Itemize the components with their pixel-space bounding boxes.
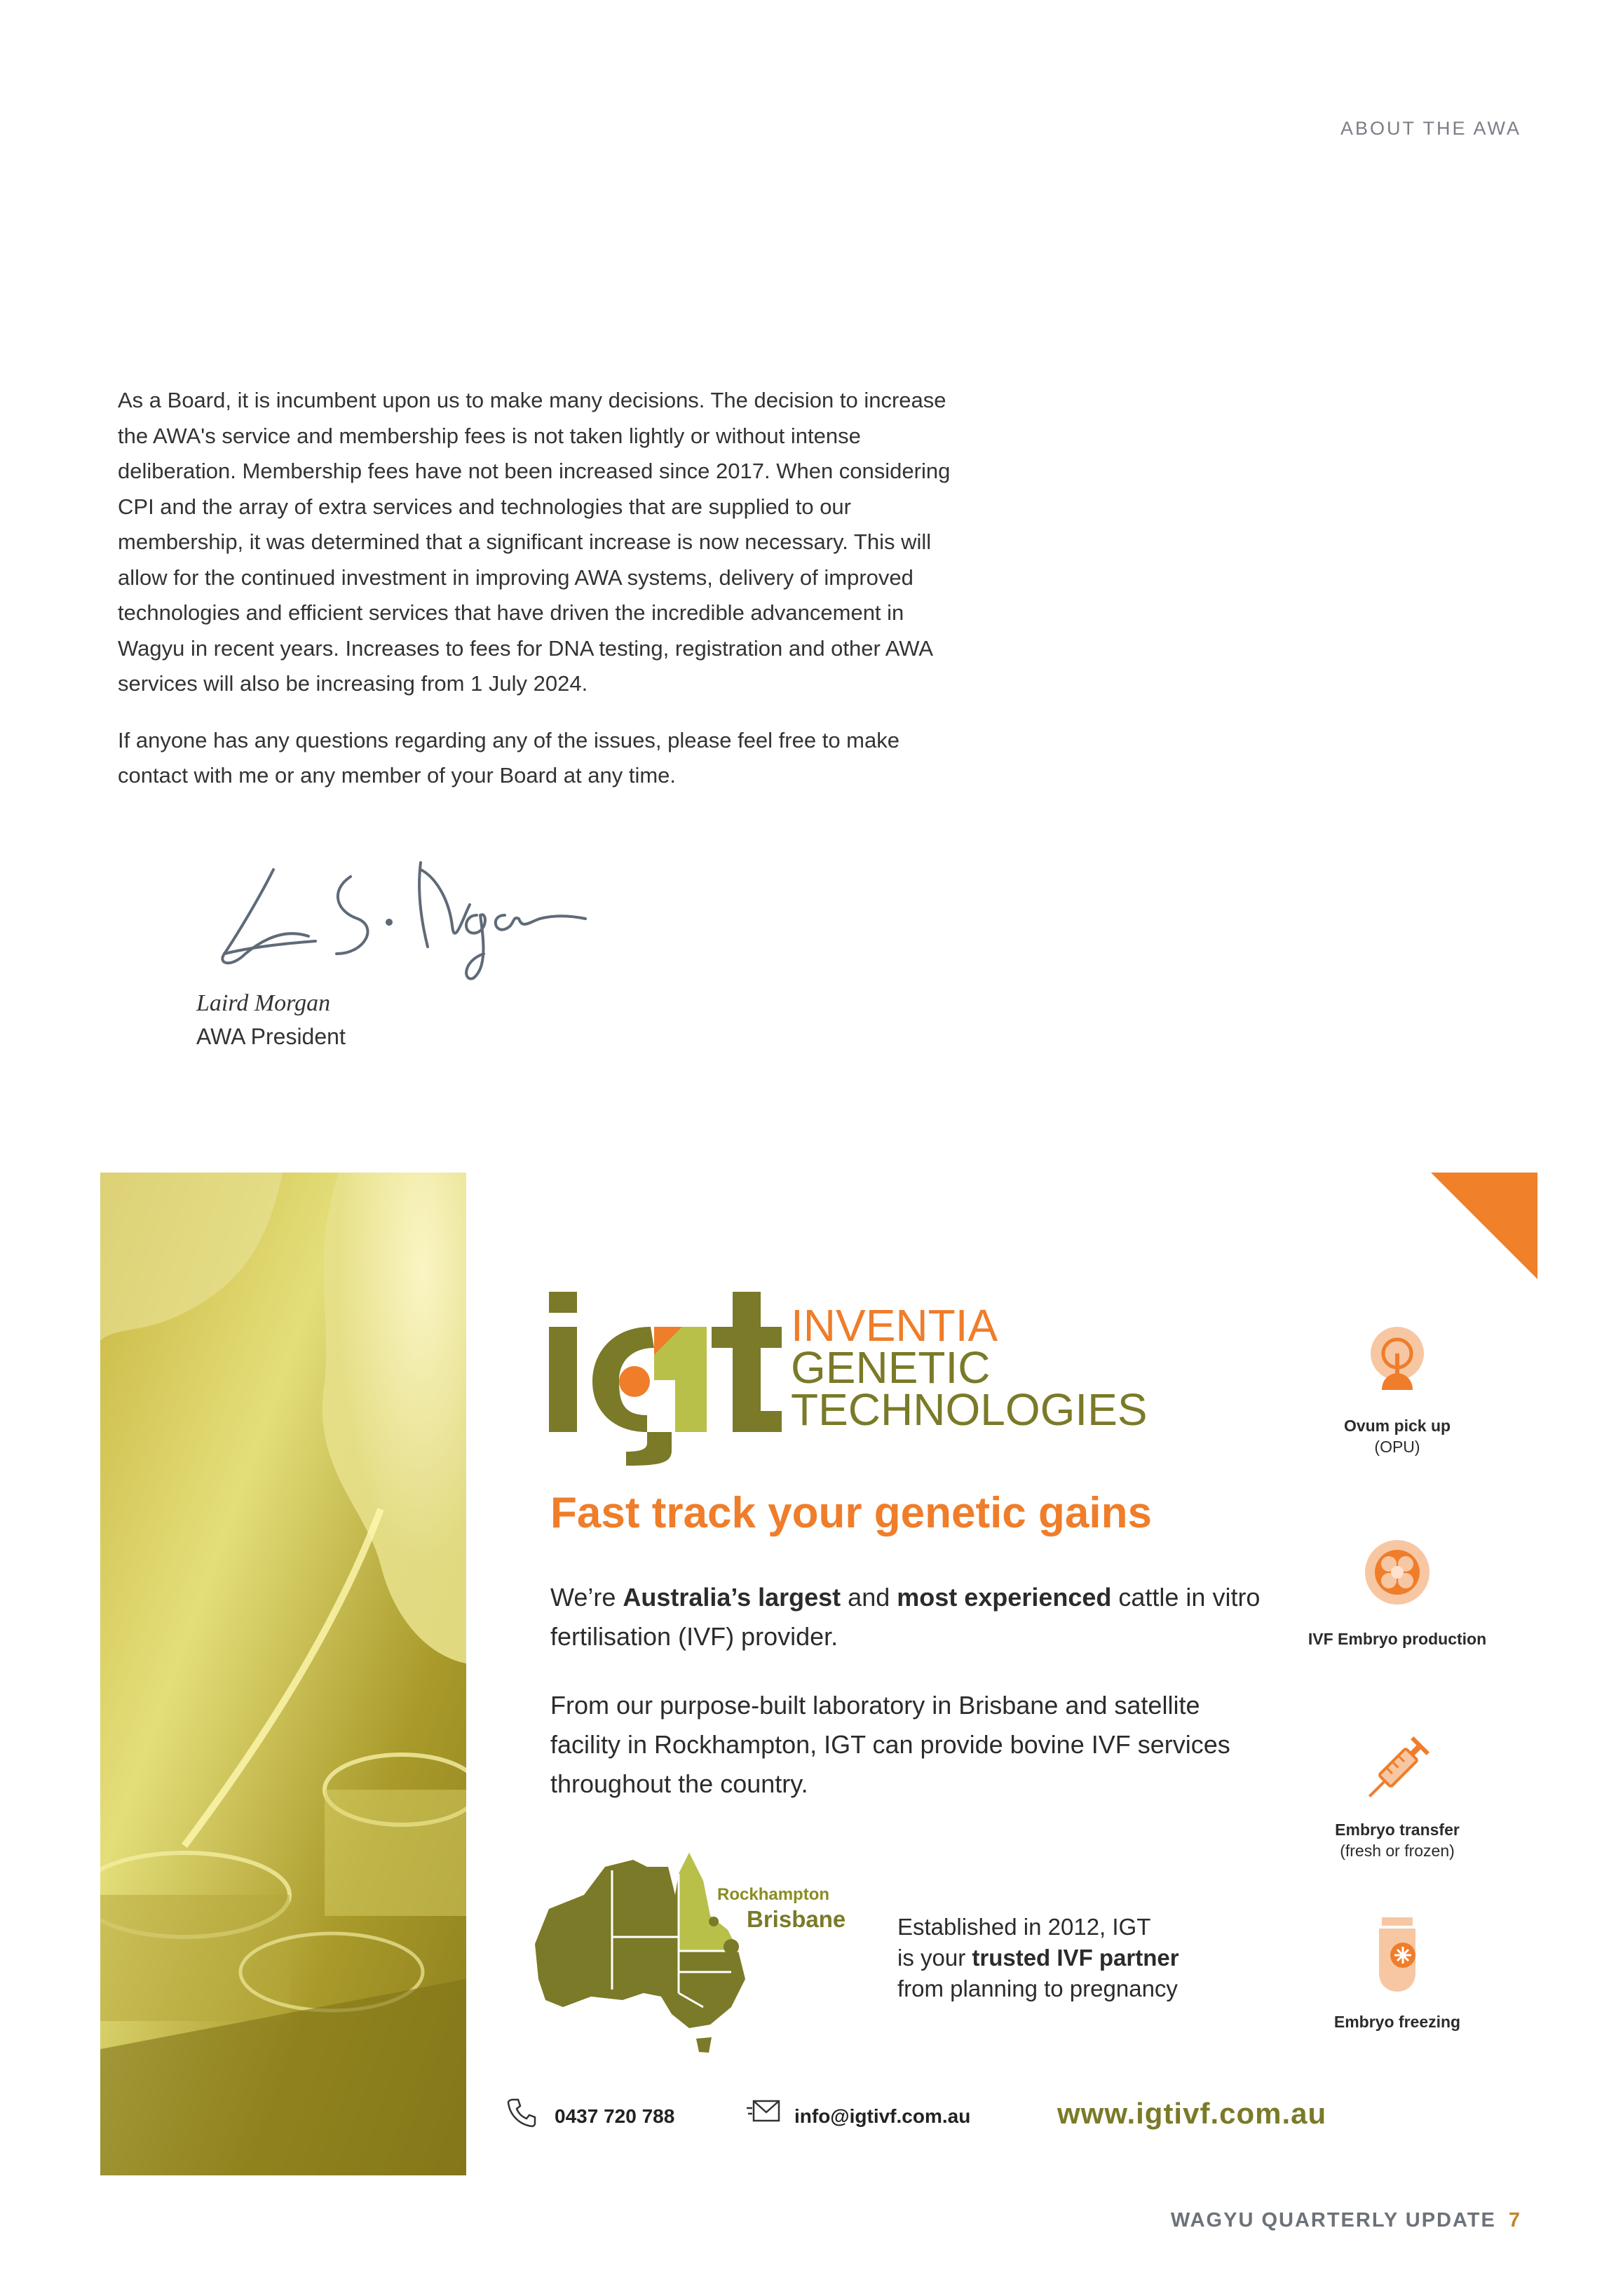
publication-name: WAGYU QUARTERLY UPDATE [1170, 2209, 1496, 2231]
website-link[interactable]: www.igtivf.com.au [1057, 2097, 1327, 2130]
service-embryo-freezing: Embryo freezing [1333, 2013, 1461, 2031]
signature-image [210, 849, 589, 996]
map-label-brisbane: Brisbane [747, 1906, 846, 1932]
ad-headline: Fast track your genetic gains [550, 1489, 1152, 1537]
australia-map-icon [528, 1839, 780, 2056]
ovum-pickup-icon [1362, 1323, 1432, 1396]
orange-corner-triangle [1431, 1173, 1537, 1279]
map-label-rockhampton: Rockhampton [717, 1885, 830, 1904]
signatory-title: AWA President [196, 1024, 346, 1049]
igt-logo [549, 1283, 1236, 1466]
service-ivf-embryo-production: IVF Embryo production [1308, 1630, 1487, 1648]
service-ovum-pickup: Ovum pick up (OPU) [1343, 1417, 1451, 1456]
section-label: ABOUT THE AWA [1340, 118, 1521, 139]
signatory-name: Laird Morgan [196, 990, 331, 1016]
service-embryo-transfer: Embryo transfer (fresh or frozen) [1335, 1821, 1460, 1860]
email-icon [747, 2100, 780, 2123]
logo-word: GENETIC [791, 1342, 991, 1393]
embryo-freezing-icon [1369, 1917, 1425, 1993]
ad-facility-text: From our purpose-built laboratory in Brisbane and satellite facility in Rockhampton, IGT can provide bovine IVF services throughout the country. [550, 1691, 1230, 1798]
igt-advertisement [100, 1173, 1537, 2175]
phone-number[interactable]: 0437 720 788 [555, 2105, 675, 2127]
article-paragraph: If anyone has any questions regarding any of the issues, please feel free to make contact with me or any member of your Board at any time. [118, 727, 899, 788]
lab-photo-image [100, 1173, 466, 2175]
phone-icon [507, 2097, 538, 2128]
article-paragraph: As a Board, it is incumbent upon us to make many decisions. The decision to increase the AWA's service and membership fees is not taken lightly or without intense deliberation. Membership fees have not been increased since 2017. When considering CPI and the array of extra services and technologies that are supplied to our membership, it was determined that a significant increase is now necessary. This will allow for the continued investment in improving AWA systems, delivery of improved technologies and efficient services that have driven the incredible advancement in Wagyu in recent years. Increases to fees for DNA testing, registration and other AWA services will also be increasing from 1 July 2024. [118, 388, 951, 696]
syringe-icon [1355, 1727, 1439, 1811]
page-footer [1171, 2209, 1521, 2232]
logo-word: TECHNOLOGIES [791, 1384, 1148, 1435]
ivf-embryo-icon [1362, 1537, 1432, 1607]
logo-word: INVENTIA [791, 1300, 998, 1351]
established-text: Established in 2012, IGT is your trusted IVF partner from planning to pregnancy [897, 1914, 1179, 2001]
article-body [118, 383, 952, 815]
ad-intro-text: We’re Australia’s largest and most experienced cattle in vitro fertilisation (IVF) provider. [550, 1583, 1261, 1651]
email-address[interactable]: info@igtivf.com.au [794, 2105, 971, 2127]
page-number: 7 [1508, 2209, 1521, 2231]
